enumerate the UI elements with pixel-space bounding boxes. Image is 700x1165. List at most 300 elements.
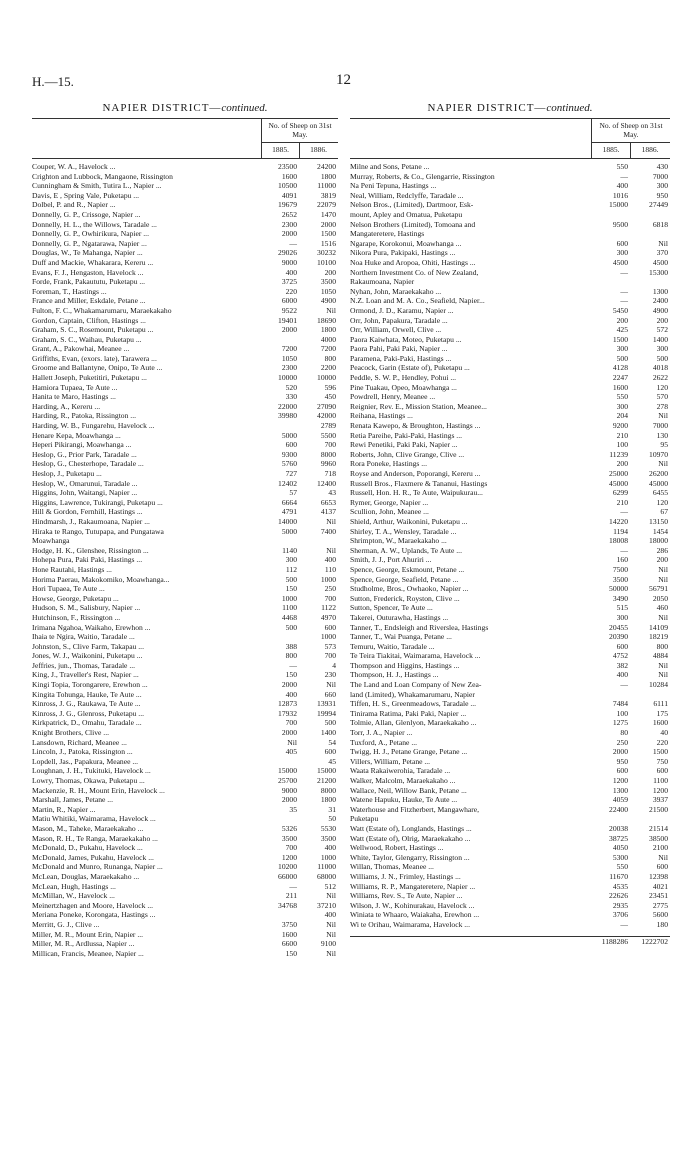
table-row [350,891,670,901]
sheep-1886: 5530 [320,823,336,833]
sheep-1885: 5326 [281,823,297,833]
table-row [350,901,670,911]
document-reference: H.—15. [32,74,74,89]
sheep-1885: 550 [616,392,628,402]
table-row [32,162,338,172]
table-row [350,882,670,892]
owner-name: Groome and Ballantyne, Onipo, Te Aute ... [32,363,163,373]
owner-name: Takerei, Outurawha, Hastings ... [350,612,449,622]
sheep-1885: 300 [285,555,297,565]
owner-name: Studholme, Bros., Owhaoko, Napier ... [350,584,469,594]
table-row [32,440,338,450]
owner-name: Couper, W. A., Havelock ... [32,162,116,171]
owner-name: Graham, S. C., Waihau, Puketapu ... [32,334,142,344]
year-1886-header: 1886. [630,143,669,158]
table-row [32,930,338,940]
table-row [32,661,338,671]
table-row [350,834,670,844]
owner-name: Na Peni Tepuna, Hastings ... [350,181,437,191]
table-row [350,776,670,786]
sheep-1886: 500 [656,353,668,363]
table-row [32,795,338,805]
sheep-1885: 5300 [612,852,628,862]
table-row [32,363,338,373]
table-row [350,920,670,930]
table-row [32,392,338,402]
owner-name: Reihana, Hastings ... [350,411,413,421]
table-row [350,747,670,757]
sheep-1885: 4791 [281,507,297,517]
table-row [32,949,338,959]
sheep-1885: 1000 [281,593,297,603]
sheep-1885: 11239 [609,449,628,459]
sheep-1886: 7000 [652,421,668,431]
owner-name: Tinirama Ratima, Paki Paki, Napier ... [350,708,467,718]
table-row [350,229,670,239]
table-row [32,862,338,872]
sheep-1886: 40 [660,728,668,738]
sheep-1886: 54 [328,737,336,747]
sheep-1885: 5000 [281,526,297,536]
sheep-1885: 1600 [281,171,297,181]
sheep-1886: 5600 [652,910,668,920]
table-row [350,488,670,498]
sheep-1886: 596 [324,382,336,392]
sheep-1886: 1800 [320,171,336,181]
sheep-1885: 4468 [281,612,297,622]
owner-name: Williams, R. P., Mangateretere, Napier ... [350,881,476,891]
sheep-1885: 20455 [609,622,628,632]
owner-name: Watt (Estate of), Longlands, Hastings ... [350,823,472,833]
sheep-1885: 10200 [278,862,297,872]
sheep-1885: 11670 [609,871,628,881]
sheep-1885: 5000 [281,430,297,440]
sheep-1885: 1100 [282,603,297,613]
owner-name: Pine Tuakau, Opeo, Moawhanga ... [350,382,457,392]
owner-name: Peacock, Garin (Estate of), Puketapu ... [350,363,470,373]
sheep-1885: 2300 [281,219,297,229]
owner-name: Nikora Pura, Pakipaki, Hastings ... [350,248,456,258]
owner-name: Kingi Topia, Torongarere, Erewhon ... [32,680,148,690]
sheep-1885: 5760 [281,459,297,469]
sheep-1886: 43 [328,488,336,498]
sheep-1885: 400 [616,670,628,680]
sheep-1886: 23451 [649,891,668,901]
sheep-1885: 9000 [281,785,297,795]
table-row [350,469,670,479]
table-row [350,220,670,230]
sheep-1886: 230 [324,670,336,680]
table-row [350,162,670,172]
sheep-1886: 512 [324,881,336,891]
sheep-1885: 600 [616,238,628,248]
table-row [350,354,670,364]
sheep-1886: 2200 [320,363,336,373]
sheep-1886: 21200 [317,776,336,785]
sheep-1886: 430 [656,162,668,171]
sheep-1886: 800 [324,353,336,363]
sheep-1885: 3500 [281,833,297,843]
table-row [32,527,338,537]
sheep-1886: 50 [328,814,336,824]
sheep-1886: 12398 [649,871,668,881]
sheep-1886: Nil [658,852,668,862]
sheep-1885: 400 [285,267,297,277]
sheep-1886: Nil [326,305,336,315]
owner-name: Neal, William, Redclyffe, Taradale ... [350,190,464,200]
table-row [32,939,338,949]
sheep-1885: 204 [616,411,628,421]
sheep-1886: 8000 [320,785,336,795]
owner-name: McDonald and Munro, Runanga, Napier ... [32,862,163,872]
sheep-1886: Nil [326,919,336,929]
sheep-1885: Nil [287,737,297,747]
table-row [32,296,338,306]
sheep-1886: 1400 [320,728,336,738]
table-row [32,507,338,517]
owner-name: Hindmarsh, J., Rakaumoana, Napier ... [32,516,150,526]
table-row [350,191,670,201]
table-row [32,325,338,335]
owner-name: Heslop, G., Prior Park, Taradale ... [32,449,137,459]
sheep-1886: 6818 [652,219,668,229]
sheep-1886: 4900 [652,305,668,315]
left-table-body [32,162,338,958]
sheep-1886: 10000 [317,373,336,383]
sheep-1885: 700 [285,718,297,728]
table-row [350,392,670,402]
table-row [350,459,670,469]
owner-name: Higgins, Lawrence, Tukirangi, Puketapu ... [32,497,163,507]
sheep-1886: 570 [656,392,668,402]
sheep-1886: 3500 [320,277,336,287]
sheep-1885: 515 [616,603,628,613]
table-row [32,901,338,911]
table-row [350,795,670,805]
sheep-1885: 39980 [278,411,297,421]
owner-name: Thompson, H. J., Hastings ... [350,670,439,680]
sheep-1886: 1500 [652,747,668,757]
table-row [350,479,670,489]
sheep-1885: 112 [285,564,297,574]
sheep-1886: 27449 [649,200,668,210]
table-row [350,325,670,335]
sheep-1885: 4059 [612,795,628,805]
sheep-1886: 21514 [649,823,668,833]
year-1886-header: 1886. [299,143,337,158]
table-row [350,258,670,268]
sheep-1885: 23500 [278,162,297,171]
sheep-1885: — [620,296,628,306]
sheep-1886: 45 [328,756,336,766]
owner-name: Milne and Sons, Petane ... [350,162,430,171]
table-row [350,623,670,633]
sheep-1886: 4000 [320,334,336,344]
owner-name: Sutton, Spencer, Te Aute ... [350,603,433,613]
sheep-1885: 600 [285,440,297,450]
sheep-1886: 1400 [652,334,668,344]
owner-name: Donnelly, H. L., the Willows, Taradale ... [32,219,157,229]
owner-name: Marshall, James, Petane ... [32,795,113,805]
sheep-1886: 4970 [320,612,336,622]
table-row [350,766,670,776]
owner-name: Hudson, S. M., Salisbury, Napier ... [32,603,141,613]
table-row [32,411,338,421]
sheep-1885: 2000 [281,728,297,738]
owner-name: Williams, Rev. S., Te Aute, Napier ... [350,891,463,901]
table-row [350,200,670,210]
owner-name: Meriana Poneke, Korongata, Hastings ... [32,910,156,920]
sheep-1885: 520 [285,382,297,392]
table-row [32,594,338,604]
table-row [350,335,670,345]
sheep-1886: 18690 [317,315,336,325]
table-row [350,843,670,853]
table-row [350,536,670,546]
table-row [350,277,670,287]
sheep-1885: 300 [616,344,628,354]
owner-name: Royse and Anderson, Poporangi, Kereru ... [350,469,481,478]
owner-name: Forde, Frank, Pakaututu, Puketapu ... [32,277,146,287]
table-row [32,431,338,441]
owner-name: Hallett Joseph, Puketitiri, Puketapu ... [32,373,147,383]
sheep-1886: 1800 [320,795,336,805]
owner-name: Heslop, J., Puketapu ... [32,469,102,478]
sheep-1885: 400 [616,181,628,191]
table-row [350,814,670,824]
table-row [350,805,670,815]
owner-name: Rymer, George, Napier ... [350,497,429,507]
table-row [32,239,338,249]
right-table-body [350,162,670,930]
owner-name: Harding, A., Kereru ... [32,401,101,411]
owner-name: McLean, Douglas, Maraekakaho ... [32,871,140,881]
table-row [32,402,338,412]
year-1885-header: 1885. [602,145,620,154]
table-row [350,402,670,412]
sheep-1885: 1050 [281,353,297,363]
page-number: 12 [336,72,351,88]
sheep-1885: 5450 [612,305,628,315]
owner-name: Temuru, Waitio, Taradale ... [350,641,435,651]
totals-row [350,936,670,947]
sheep-1885: 382 [616,660,628,670]
sheep-1885: 19679 [278,200,297,210]
sheep-1885: 1300 [612,785,628,795]
sheep-1886: 18000 [649,536,668,546]
sheep-1885: 50000 [609,584,628,594]
sheep-1886: 7000 [652,171,668,181]
table-row [350,862,670,872]
sheep-1885: 1200 [281,852,297,862]
table-row [32,268,338,278]
sheep-1886: 1454 [652,526,668,536]
owner-name: Shrimpton, W., Maraekakaho ... [350,536,447,546]
sheep-1886: 278 [656,401,668,411]
sheep-1885: 200 [616,315,628,325]
sheep-1885: 100 [616,440,628,450]
sheep-1885: 12873 [278,699,297,709]
owner-name: Rakaumoana, Napier [350,277,415,287]
sheep-1886: 220 [656,737,668,747]
table-row [32,891,338,901]
sheep-1885: — [289,238,297,248]
table-row [32,469,338,479]
sheep-1886: Nil [658,459,668,469]
sheep-1885: 66000 [278,871,297,881]
table-row [350,507,670,517]
sheep-1886: 13150 [649,516,668,526]
owner-name: Martin, R., Napier ... [32,804,96,814]
table-row [350,584,670,594]
table-row [32,805,338,815]
sheep-1885: 210 [616,430,628,440]
owner-name: Ihaia te Ngira, Waitio, Taradale ... [32,632,135,642]
sheep-1885: 2300 [281,363,297,373]
sheep-1885: 250 [616,737,628,747]
table-row [32,373,338,383]
sheep-1885: 7484 [612,699,628,709]
owner-name: Hodge, H. K., Glenshee, Rissington ... [32,545,149,555]
owner-name: Twigg, H. J., Petane Grange, Petane ... [350,747,468,757]
sheep-1886: 1200 [652,785,668,795]
sheep-1885: 6000 [281,296,297,306]
owner-name: land (Limited), Whakamarumaru, Napier [350,689,475,699]
owner-name: The Land and Loan Company of New Zea- [350,680,482,690]
owner-name: Ngarape, Korokonui, Moawhanga ... [350,238,462,248]
table-row [350,786,670,796]
sheep-1886: 800 [656,641,668,651]
sheep-1885: 600 [616,766,628,776]
owner-name: Lowry, Thomas, Okawa, Puketapu ... [32,776,145,785]
table-row [350,239,670,249]
owner-name: Tuxford, A., Petane ... [350,737,418,747]
table-row [32,287,338,297]
owner-name: Ormond, J. D., Karamu, Napier ... [350,305,454,315]
owner-name: Nelson Bros., (Limited), Dartmoor, Esk- [350,200,474,210]
left-column [32,102,338,958]
table-row [350,661,670,671]
sheep-1885: — [620,171,628,181]
sheep-1885: 6299 [612,488,628,498]
table-row [350,613,670,623]
owner-name: Orr, William, Orwell, Clive ... [350,325,442,335]
owner-name: White, Taylor, Glengarry, Rissington ... [350,852,470,862]
sheep-1886: 21500 [649,804,668,814]
sheep-1885: 7200 [281,344,297,354]
sheep-1886: 1800 [320,325,336,335]
sheep-1886: 2789 [320,421,336,431]
owner-name: Wilson, J. W., Kohinurakau, Havelock ... [350,900,475,910]
table-row [32,680,338,690]
owner-name: Scullion, John, Meanee ... [350,507,429,517]
owner-name: Howse, George, Puketapu ... [32,593,119,603]
sheep-1885: 1200 [612,776,628,785]
owner-name: Puketapu [350,814,379,824]
sheep-1885: 4128 [612,363,628,373]
sheep-1886: Nil [658,670,668,680]
owner-name: Knight Brothers, Clive ... [32,728,109,738]
table-row [350,565,670,575]
table-row [32,546,338,556]
table-row [32,651,338,661]
sheep-1886: 3819 [320,190,336,200]
sheep-1886: 9960 [320,459,336,469]
sheep-1886: 4137 [320,507,336,517]
owner-name: Harding, W. B., Fungarehu, Havelock ... [32,421,155,431]
table-row [32,718,338,728]
owner-name: Horima Paerau, Makokomiko, Moawhanga... [32,574,170,584]
sheep-1885: 1275 [612,718,628,728]
sheep-1885: 150 [285,670,297,680]
table-row [350,296,670,306]
table-row [32,517,338,527]
table-row [350,690,670,700]
owner-name: Paramena, Paki-Paki, Hastings ... [350,353,452,363]
sheep-1886: 22079 [317,200,336,210]
owner-name: Kinross, J. G., Glenross, Puketapu ... [32,708,145,718]
sheep-1885: 4050 [612,843,628,853]
table-row [350,450,670,460]
table-row [32,277,338,287]
sheep-1886: 9100 [320,939,336,949]
sheep-1885: 1600 [281,929,297,939]
owner-name: Murray, Roberts, & Co., Glengarrie, Rissington [350,171,495,181]
table-row [32,335,338,345]
sheep-1886: 4021 [652,881,668,891]
owner-name: Irimana Ngahoa, Waikaho, Erewhon ... [32,622,151,632]
sheep-1885: 10000 [278,373,297,383]
sheep-1885: — [620,507,628,517]
owner-name: Lopdell, Jas., Papakura, Meanee ... [32,756,139,766]
owner-name: Hamiora Tupaea, Te Aute ... [32,382,118,392]
owner-name: Gordon, Captain, Clifton, Hastings ... [32,315,146,325]
owner-name: Lansdown, Richard, Meanee ... [32,737,127,747]
owner-name: Shield, Arthur, Waikonini, Puketapu ... [350,516,468,526]
sheep-1886: 1000 [320,852,336,862]
sheep-1885: 9000 [281,257,297,267]
sheep-1886: 1470 [320,209,336,219]
sheep-1885: — [620,286,628,296]
total-1885: 1188286 [601,936,628,946]
owner-name: mount, Apley and Omatua, Puketapu [350,209,463,219]
sheep-1886: 286 [656,545,668,555]
sheep-1885: 2000 [281,229,297,239]
sheep-1886: 11000 [317,181,336,191]
sheep-1885: 2247 [612,373,628,383]
sheep-1885: 10500 [278,181,297,191]
table-row [350,440,670,450]
table-row [350,603,670,613]
table-row [350,872,670,882]
owner-name: Torr, J. A., Napier ... [350,728,413,738]
sheep-1885: 22626 [609,891,628,901]
sheep-1885: 45000 [609,478,628,488]
table-row [350,181,670,191]
sheep-1886: 6111 [653,699,668,709]
sheep-1885: 9522 [281,305,297,315]
sheep-1886: 2100 [652,843,668,853]
owner-name: Spence, George, Seafield, Petane ... [350,574,459,584]
sheep-1886: 120 [656,382,668,392]
table-row [32,738,338,748]
owner-name: Mason, R. H., Te Ranga, Maraekakaho ... [32,833,158,843]
owner-name: Wellwood, Robert, Hastings ... [350,843,444,853]
sheep-1885: — [289,881,297,891]
sheep-1885: 211 [285,891,297,901]
sheep-1886: 750 [656,756,668,766]
owner-name: Cunningham & Smith, Tutira L., Napier ... [32,181,162,191]
